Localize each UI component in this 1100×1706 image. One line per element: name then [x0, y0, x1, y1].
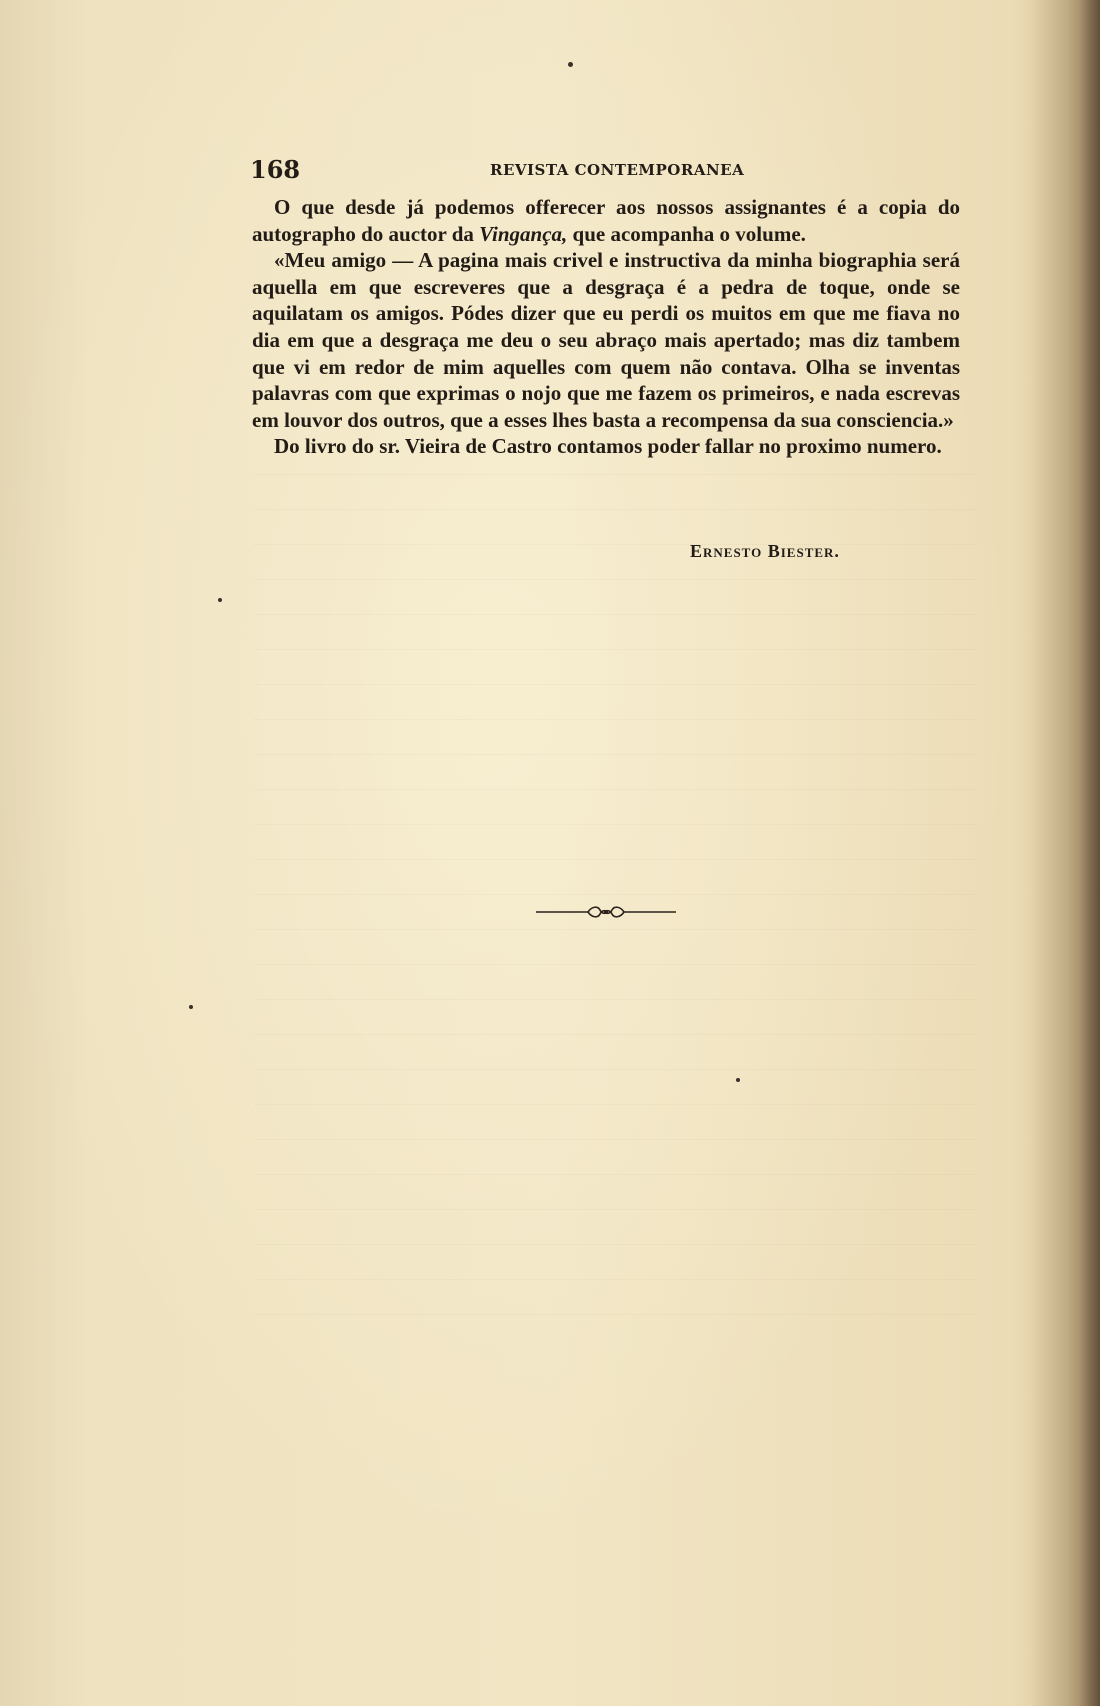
- paragraph-1-text-b: que acompanha o volume.: [567, 221, 806, 246]
- running-title: REVISTA CONTEMPORANEA: [490, 161, 745, 179]
- body-text: [252, 194, 960, 460]
- page-header: [250, 155, 962, 185]
- show-through-texture: [255, 440, 975, 1320]
- ink-speck: [189, 1005, 193, 1009]
- paragraph-3: Do livro do sr. Vieira de Castro contamos poder fallar no proximo numero.: [274, 434, 942, 459]
- paragraph-2-quote: «Meu amigo — A pagina mais crivel e instructiva da minha biographia será aquella em que escreveres que a desgraça é a pedra de toque, onde se aquilatam os amigos. Pódes dizer que eu perdi os muitos em que me fiava no dia em que a desgraça me deu o seu abraço mais apertado; mas diz tambem que vi em redor de mim aquelles com quem não contava. Olha se inventas palavras com que exprimas o nojo que me fazem os primeiros, e nada escrevas em louvor dos outros, que a esses lhes basta a recompensa da sua consciencia.»: [252, 248, 960, 432]
- ink-speck: [736, 1078, 740, 1082]
- page-edge-shadow: [1030, 0, 1100, 1706]
- paragraph-1-text-a: O que desde já podemos offerecer aos nossos assignantes é a copia do autographo do auctor da: [252, 195, 960, 246]
- paragraph-1: [252, 194, 960, 247]
- ink-speck: [568, 62, 573, 67]
- page-number: 168: [250, 155, 301, 184]
- author-signature: Ernesto Biester.: [690, 541, 840, 561]
- ink-speck: [218, 598, 222, 602]
- ornament-divider-icon: [536, 900, 676, 924]
- italic-title: Vingança,: [479, 221, 568, 246]
